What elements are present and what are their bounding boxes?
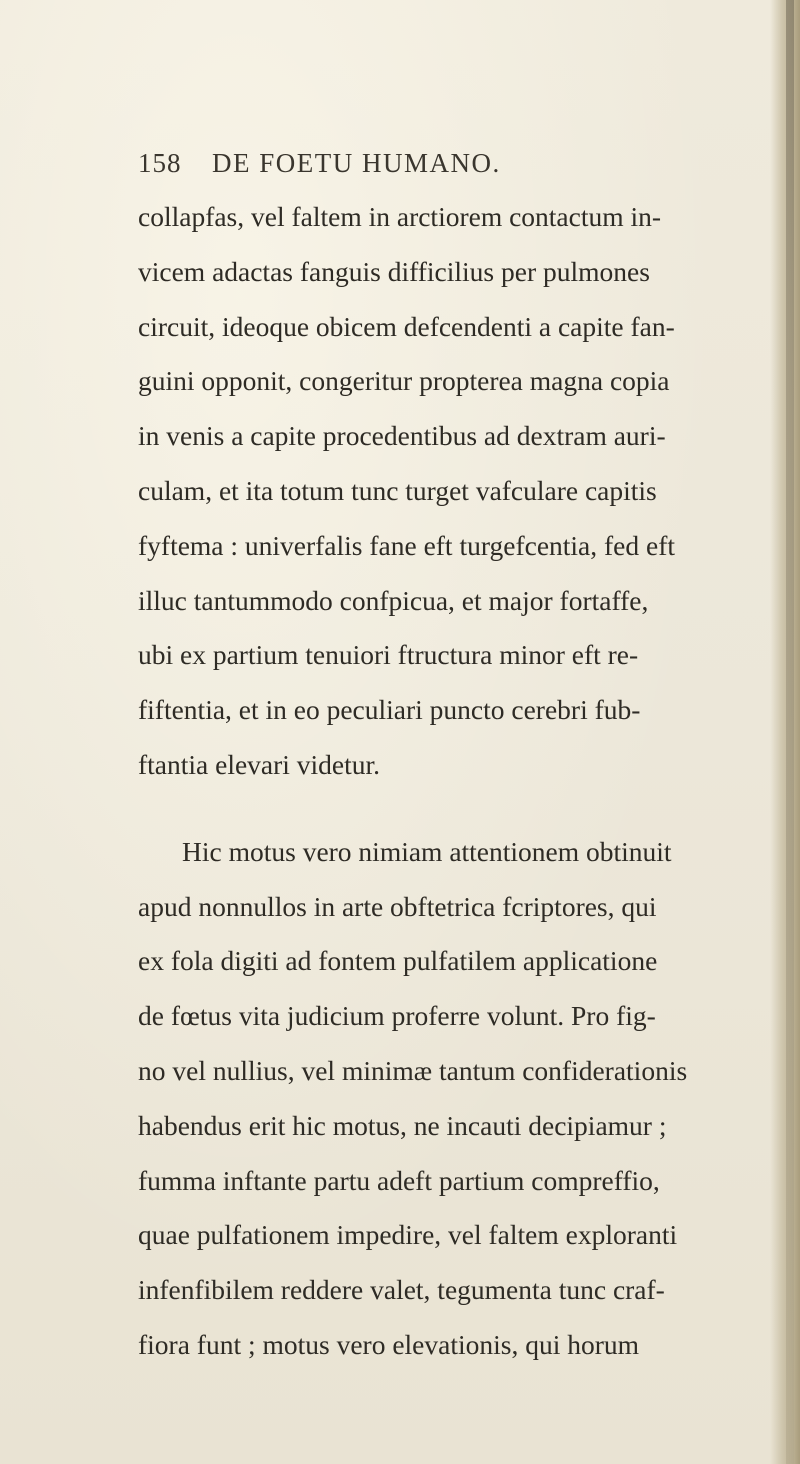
text-line: collapfas, vel faltem in arctiorem contactum in- [138, 201, 662, 232]
page-edge [770, 0, 800, 1464]
text-line: illuc tantummodo confpicua, et major fortaffe, [138, 584, 649, 616]
text-line: de fœtus vita judicium proferre volunt. Pro fig- [138, 1000, 656, 1032]
text-line: vicem adactas fanguis difficilius per pulmones [138, 255, 650, 287]
text-line: culam, et ita totum tunc turget vafculare capitis [138, 474, 657, 506]
text-line: habendus erit hic motus, ne incauti decipiamur ; [138, 1109, 667, 1141]
text-line: ubi ex partium tenuiori ftructura minor eft re- [138, 639, 639, 671]
text-line: quae pulfationem impedire, vel faltem exploranti [138, 1219, 678, 1251]
paragraph-2 [138, 825, 758, 1373]
text-line: fumma inftante partu adeft partium compreffio, [138, 1164, 660, 1196]
running-title: DE FOETU HUMANO. [212, 148, 501, 178]
text-line: ex fola digiti ad fontem pulfatilem applicatione [138, 945, 658, 977]
paragraph-gap [138, 793, 758, 825]
text-line: Hic motus vero nimiam attentionem obtinuit [182, 835, 672, 867]
text-line: circuit, ideoque obicem defcendenti a capite fan- [138, 310, 675, 342]
text-line: in venis a capite procedentibus ad dextram auri- [138, 420, 666, 452]
running-head [138, 148, 738, 188]
paragraph-1 [138, 190, 758, 793]
text-line: fiftentia, et in eo peculiari puncto cerebri fub- [138, 694, 641, 726]
text-line: fyftema : univerfalis fane eft turgefcentia, fed eft [138, 529, 676, 561]
body-text [138, 190, 758, 1373]
text-line: ftantia elevari videtur. [138, 748, 381, 780]
text-line: guini opponit, congeritur propterea magna copia [138, 365, 670, 397]
page-number: 158 [138, 148, 182, 178]
text-line: fiora funt ; motus vero elevationis, qui horum [138, 1328, 640, 1360]
text-line: infenfibilem reddere valet, tegumenta tunc craf- [138, 1274, 665, 1306]
text-line: apud nonnullos in arte obftetrica fcriptores, qui [138, 890, 657, 922]
binding-shadow [786, 0, 794, 1464]
text-line: no vel nullius, vel minimæ tantum confiderationis [138, 1054, 688, 1086]
